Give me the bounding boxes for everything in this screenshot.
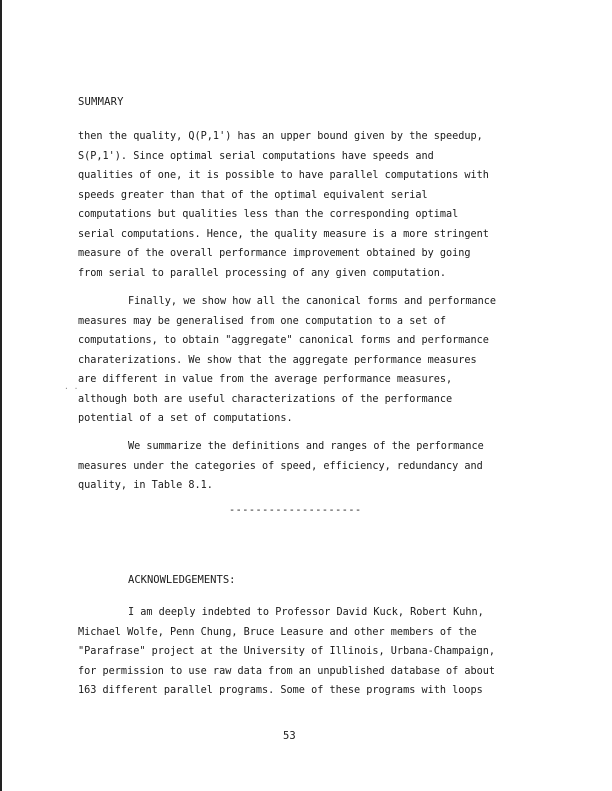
summary-heading: SUMMARY [78,96,124,108]
text-line: potential of a set of computations. [78,413,293,424]
summary-paragraph-3 [78,437,518,496]
page-number: 53 [283,730,296,742]
text-line: then the quality, Q(P,1') has an upper bound given by the speedup, [78,131,483,142]
summary-paragraph-1 [78,127,518,283]
text-line: 163 different parallel programs. Some of these programs with loops [78,685,483,696]
acknowledgements-heading: ACKNOWLEDGEMENTS: [128,574,236,586]
text-line: although both are useful characterizations of the performance [78,393,453,405]
text-line: We summarize the definitions and ranges of the performance [128,441,484,452]
scan-mark: · · [64,384,79,393]
text-line: Michael Wolfe, Penn Chung, Bruce Leasure and other members of the [78,626,477,638]
text-line: Finally, we show how all the canonical forms and performance [128,296,497,307]
text-line: serial computations. Hence, the quality measure is a more stringent [78,228,489,240]
text-line: for permission to use raw data from an unpublished database of about [78,665,496,677]
text-line: speeds greater than that of the optimal equivalent serial [78,189,428,201]
page-edge [0,0,2,791]
section-separator: -------------------- [229,505,362,516]
text-line: I am deeply indebted to Professor David Kuck, Robert Kuhn, [128,607,484,618]
text-line: measures under the categories of speed, efficiency, redundancy and [78,460,483,472]
text-line: are different in value from the average performance measures, [78,374,453,385]
text-line: measure of the overall performance improvement obtained by going [78,248,471,259]
text-line: charaterizations. We show that the aggregate performance measures [78,354,477,366]
text-line: measures may be generalised from one computation to a set of [78,315,447,327]
summary-paragraph-2 [78,292,518,429]
text-line: computations, to obtain "aggregate" canonical forms and performance [78,335,489,346]
text-line: from serial to parallel processing of any given computation. [78,267,447,279]
acknowledgements-paragraph [78,603,518,701]
text-line: computations but qualities less than the corresponding optimal [78,209,459,220]
text-line: qualities of one, it is possible to have parallel computations with [78,170,489,181]
text-line: quality, in Table 8.1. [78,480,213,491]
text-line: "Parafrase" project at the University of Illinois, Urbana-Champaign, [78,646,496,657]
text-line: S(P,1'). Since optimal serial computations have speeds and [78,150,434,162]
